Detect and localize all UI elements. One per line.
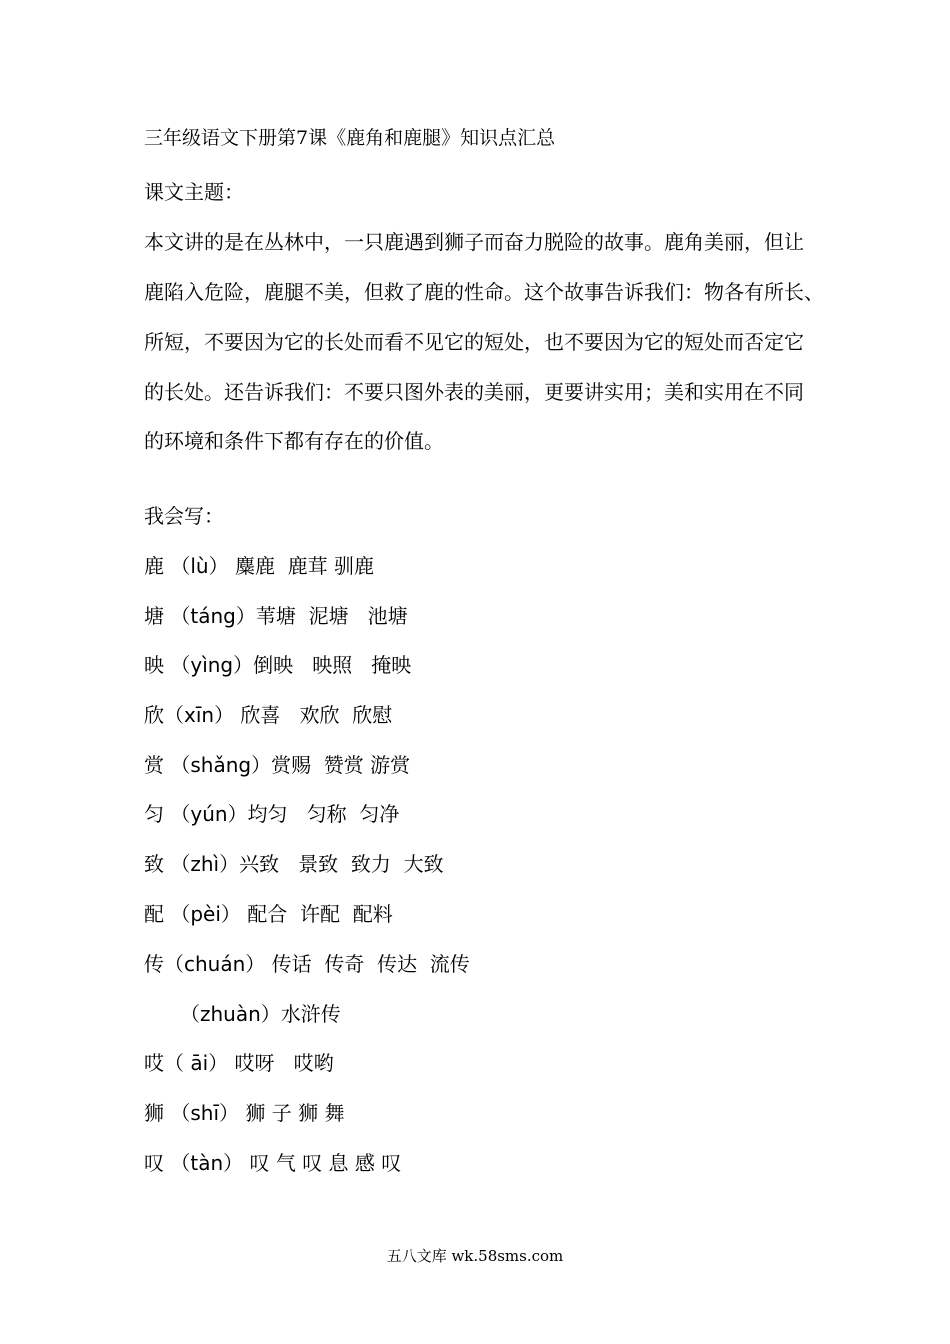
theme-line: 本文讲的是在丛林中，一只鹿遇到狮子而奋力脱险的故事。鹿角美丽，但让 <box>144 230 804 254</box>
vocab-row: 映 （yìng）倒映 映照 掩映 <box>144 653 412 677</box>
page-footer: 五八文库 wk.58sms.com <box>386 1247 564 1265</box>
theme-line: 所短，不要因为它的长处而看不见它的短处，也不要因为它的短处而否定它 <box>144 330 804 354</box>
vocab-row: 传（chuán） 传话 传奇 传达 流传 <box>144 952 470 976</box>
vocab-row: 致 （zhì）兴致 景致 致力 大致 <box>144 852 444 876</box>
vocab-row: 欣（xīn） 欣喜 欢欣 欣慰 <box>144 703 393 727</box>
vocab-row: （zhuàn）水浒传 <box>180 1002 341 1026</box>
theme-line: 的环境和条件下都有存在的价值。 <box>144 429 444 453</box>
vocab-row: 狮 （shī） 狮 子 狮 舞 <box>144 1101 345 1125</box>
write-heading: 我会写： <box>144 504 224 528</box>
vocab-row: 哎（ āi） 哎呀 哎哟 <box>144 1051 334 1075</box>
vocab-row: 匀 （yún）均匀 匀称 匀净 <box>144 802 400 826</box>
theme-heading: 课文主题： <box>144 180 244 204</box>
theme-line: 的长处。还告诉我们：不要只图外表的美丽，更要讲实用；美和实用在不同 <box>144 380 804 404</box>
theme-line: 鹿陷入危险，鹿腿不美，但救了鹿的性命。这个故事告诉我们：物各有所长、 <box>144 280 824 304</box>
vocab-row: 鹿 （lù） 麋鹿 鹿茸 驯鹿 <box>144 554 375 578</box>
vocab-row: 叹 （tàn） 叹 气 叹 息 感 叹 <box>144 1151 402 1175</box>
vocab-row: 塘 （táng）苇塘 泥塘 池塘 <box>144 604 408 628</box>
document-title: 三年级语文下册第7课《鹿角和鹿腿》知识点汇总 <box>144 127 556 149</box>
vocab-row: 配 （pèi） 配合 许配 配料 <box>144 902 393 926</box>
vocab-row: 赏 （shǎng）赏赐 赞赏 游赏 <box>144 753 411 777</box>
